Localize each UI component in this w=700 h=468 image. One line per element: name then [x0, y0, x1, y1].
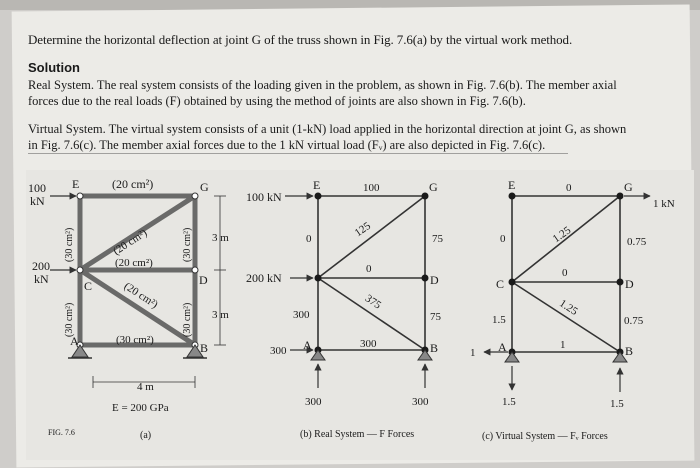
c-joint-B: B — [625, 344, 634, 358]
figure-number: FIG. 7.6 — [48, 428, 75, 437]
area-label-EC: (30 cm²) — [64, 227, 75, 262]
virtual-system-paragraph-line1: Virtual System. The virtual system consists of a unit (1-kN) load applied in the horizontal direction at joint G, as shown — [28, 122, 627, 136]
load-unit-mid: kN — [34, 272, 49, 286]
area-label-EG: (20 cm²) — [112, 177, 154, 191]
area-label-GD: (30 cm²) — [182, 227, 193, 262]
c-reaction-B-vertical: 1.5 — [610, 398, 624, 410]
b-force-CD: 0 — [366, 263, 372, 275]
c-joint-G: G — [624, 180, 633, 194]
b-force-CG: 125 — [352, 219, 374, 240]
text-underline — [28, 153, 568, 154]
dimension-width: 4 m — [137, 381, 154, 393]
area-label-CG: (20 cm²) — [111, 226, 150, 258]
b-joint-A: A — [303, 338, 312, 352]
area-label-CA: (30 cm²) — [64, 302, 75, 337]
solution-heading: Solution — [28, 60, 80, 75]
b-joint-D: D — [430, 273, 439, 287]
real-system-paragraph-line1: Real System. The real system consists of the loading given in the problem, as shown in Fig. 7.6(b). The member axial — [28, 78, 617, 92]
b-load-top: 100 kN — [246, 190, 282, 204]
b-reaction-B-vertical: 300 — [412, 396, 429, 408]
b-force-CA: 300 — [293, 309, 310, 321]
area-label-AB: (30 cm²) — [116, 334, 154, 346]
joint-label-B: B — [200, 341, 209, 355]
c-unit-load: 1 kN — [653, 198, 675, 210]
b-force-GD: 75 — [432, 233, 443, 245]
b-reaction-A-vertical: 300 — [305, 396, 322, 408]
c-force-CD: 0 — [562, 267, 568, 279]
load-label-mid: 200 — [32, 259, 50, 273]
figure-b-truss — [318, 196, 425, 350]
c-force-CB: 1.25 — [557, 297, 580, 318]
c-joint-D: D — [625, 277, 634, 291]
c-force-DB: 0.75 — [624, 315, 644, 327]
c-force-EC: 0 — [500, 233, 506, 245]
area-label-DB: (30 cm²) — [182, 302, 193, 337]
joint-label-G: G — [200, 180, 209, 194]
b-force-AB: 300 — [360, 338, 377, 350]
b-force-EG: 100 — [363, 182, 380, 194]
modulus-label: E = 200 GPa — [112, 402, 169, 414]
b-force-DB: 75 — [430, 311, 441, 323]
figure-a-caption: (a) — [140, 430, 152, 441]
c-force-AB: 1 — [560, 339, 566, 351]
c-force-CA: 1.5 — [492, 314, 506, 326]
c-reaction-A-horizontal: 1 — [470, 347, 476, 359]
joint-label-E: E — [72, 177, 80, 191]
real-system-paragraph-line2: forces due to the real loads (F) obtained by using the method of joints are also shown in Fig. 7.6(b). — [28, 94, 526, 108]
c-force-GD: 0.75 — [627, 236, 647, 248]
problem-statement: Determine the horizontal deflection at joint G of the truss shown in Fig. 7.6(a) by the virtual work method. — [28, 32, 573, 47]
figure-c-caption: (c) Virtual System — Fᵥ Forces — [482, 431, 608, 442]
dimension-height-bottom: 3 m — [212, 309, 229, 321]
load-unit-top: kN — [30, 194, 45, 208]
load-label-top: 100 — [28, 181, 46, 195]
b-force-CB: 375 — [362, 292, 384, 312]
c-joint-E: E — [508, 178, 516, 192]
b-joint-G: G — [429, 180, 438, 194]
c-force-CG: 1.25 — [550, 224, 574, 246]
b-reaction-A-horizontal: 300 — [270, 345, 287, 357]
joint-label-C: C — [84, 279, 93, 293]
c-joint-A: A — [498, 340, 507, 354]
joint-label-D: D — [199, 273, 208, 287]
c-force-EG: 0 — [566, 182, 572, 194]
b-joint-E: E — [313, 178, 321, 192]
c-joint-C: C — [496, 277, 505, 291]
figure-a-truss — [80, 196, 195, 345]
b-joint-B: B — [430, 341, 439, 355]
figure-b-caption: (b) Real System — F Forces — [300, 429, 415, 440]
b-load-mid: 200 kN — [246, 271, 282, 285]
joint-label-A: A — [70, 334, 79, 348]
dimension-height-top: 3 m — [212, 232, 229, 244]
area-label-CD: (20 cm²) — [115, 257, 153, 269]
area-label-CB: (20 cm²) — [121, 280, 161, 311]
virtual-system-paragraph-line2: in Fig. 7.6(c). The member axial forces due to the 1 kN virtual load (Fᵥ) are also depicted in Fig. 7.6(c). — [28, 138, 546, 152]
b-force-EC: 0 — [306, 233, 312, 245]
c-reaction-A-vertical: 1.5 — [502, 396, 516, 408]
